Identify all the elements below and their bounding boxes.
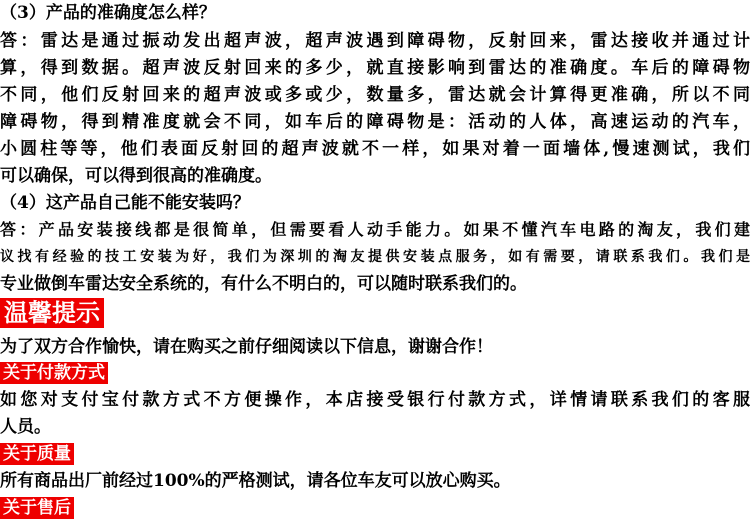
payment-banner: 关于付款方式 [0,362,108,384]
q4-answer-line-1: 答：产品安装接线都是很简单，但需要看人动手能力。如果不懂汽车电路的淘友，我们建 [0,220,750,239]
q3-answer-line-2: 算，得到数据。超声波反射回来的多少，就直接影响到雷达的准确度。车后的障碍物 [0,58,750,78]
q3-heading: （3）产品的准确度怎么样？ [0,3,216,23]
quality-banner: 关于质量 [0,443,74,465]
q4-heading: （4）这产品自己能不能安装吗？ [0,193,250,213]
q3-answer-line-5: 小圆柱等等，他们表面反射回的超声波就不一样，如果对着一面墙体,慢速测试，我们 [0,139,750,159]
payment-line-1: 如您对支付宝付款方式不方便操作，本店接受银行付款方式，详情请联系我们的客服 [0,390,750,410]
q4-answer-line-2: 议找有经验的技工安装为好，我们为深圳的淘友提供安装点服务，如有需要，请联系我们。我们是 [0,249,750,265]
q3-answer-line-1: 答：雷达是通过振动发出超声波，超声波遇到障碍物，反射回来，雷达接收并通过计 [0,31,750,51]
q3-answer-line-3: 不同，他们反射回来的超声波或多或少，数量多，雷达就会计算得更准确，所以不同 [0,85,750,105]
aftersales-banner: 关于售后 [0,497,74,519]
quality-text: 所有商品出厂前经过100%的严格测试，请各位车友可以放心购买。 [0,471,511,491]
q3-answer-line-4: 障碍物，得到精准度就会不同，如车后的障碍物是：活动的人体，高速运动的汽车， [0,112,750,132]
tips-intro: 为了双方合作愉快，请在购买之前仔细阅读以下信息，谢谢合作！ [0,337,493,357]
q3-answer-line-6: 可以确保，可以得到很高的准确度。 [0,166,272,186]
q4-answer-line-3: 专业做倒车雷达安全系统的，有什么不明白的，可以随时联系我们的。 [0,274,527,294]
warm-tips-banner: 温馨提示 [0,298,104,328]
payment-line-2: 人员。 [0,417,51,437]
